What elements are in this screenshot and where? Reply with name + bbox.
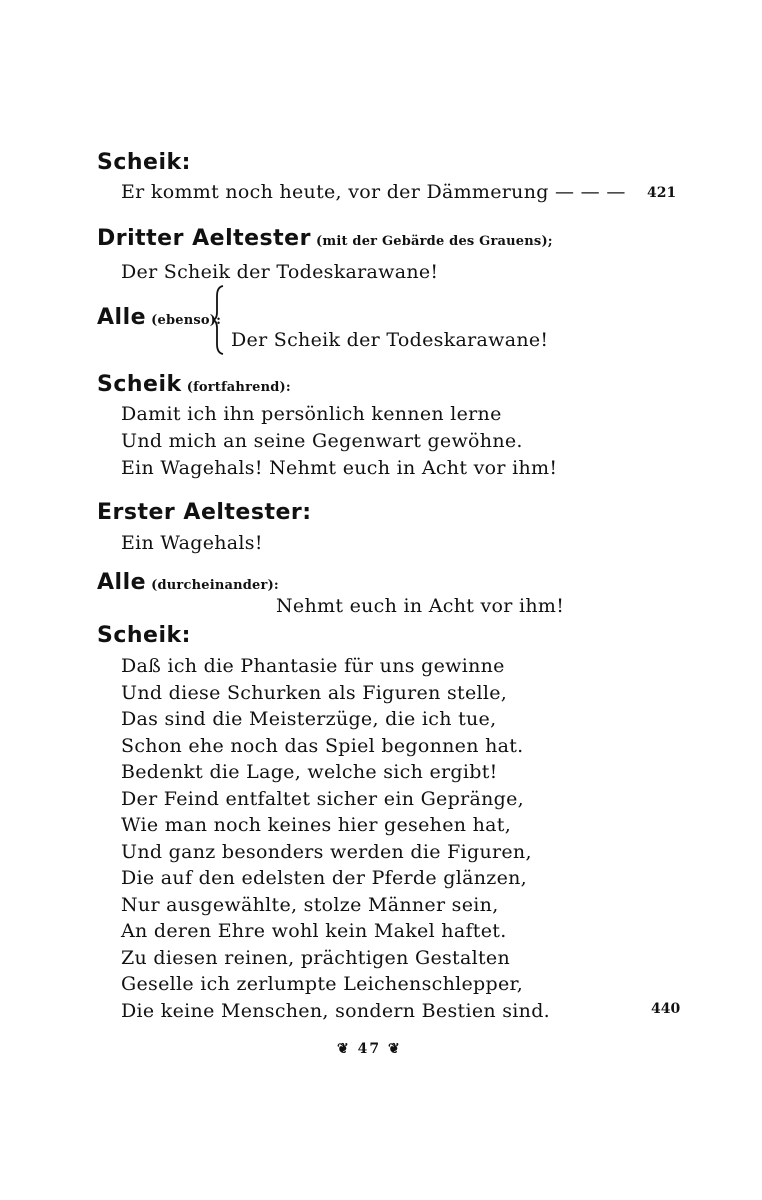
verse-line: Geselle ich zerlumpte Leichenschlepper,: [121, 973, 524, 995]
verse-block-scheik: [121, 653, 550, 1024]
verse-line-todeskarawane-1: Der Scheik der Todeskarawane!: [121, 261, 439, 283]
stage-direction-ebenso: (ebenso):: [151, 313, 222, 328]
verse-line: Die keine Menschen, sondern Bestien sind.: [121, 999, 551, 1022]
verse-line: Und mich an seine Gegenwart gewöhne.: [121, 430, 523, 452]
page-number: [337, 1041, 402, 1057]
verse-line: Die auf den edelsten der Pferde glänzen,: [121, 867, 527, 889]
speaker-heading-dritter-aeltester: [97, 226, 553, 251]
verse-line: Wie man noch keines hier gesehen hat,: [121, 814, 512, 836]
line-number-440: 440: [651, 1001, 681, 1017]
verse-line: Ein Wagehals! Nehmt euch in Acht vor ihm!: [121, 457, 558, 479]
verse-line: Schon ehe noch das Spiel begonnen hat.: [121, 734, 524, 757]
verse-line: Das sind die Meisterzüge, die ich tue,: [121, 708, 497, 730]
verse-line-nehmt-euch: Nehmt euch in Acht vor ihm!: [276, 595, 565, 617]
verse-line: Der Feind entfaltet sicher ein Gepränge,: [121, 787, 524, 810]
stage-direction-durcheinander: (durcheinander):: [151, 578, 279, 593]
speaker-scheik-3: Scheik:: [97, 623, 191, 648]
stage-direction-fortfahrend: (fortfahrend):: [186, 380, 291, 395]
speaker-alle-1: Alle: [97, 305, 147, 330]
speaker-scheik-2: Scheik: [97, 372, 182, 397]
speaker-heading-alle-2: [97, 570, 279, 595]
brace-bracket: [212, 284, 226, 356]
verse-line: Und ganz besonders werden die Figuren,: [121, 840, 532, 863]
line-number-421: 421: [647, 185, 677, 201]
speaker-alle-2: Alle: [97, 570, 147, 595]
verse-line: Daß ich die Phantasie für uns gewinne: [121, 655, 505, 677]
stage-direction-grauen: (mit der Gebärde des Grauens);: [316, 234, 553, 249]
verse-line: Damit ich ihn persönlich kennen lerne: [121, 403, 502, 425]
speaker-heading-alle-1: [97, 305, 221, 330]
verse-line: Und diese Schurken als Figuren stelle,: [121, 681, 508, 704]
verse-line-todeskarawane-2: Der Scheik der Todeskarawane!: [231, 329, 549, 351]
verse-line: Nur ausgewählte, stolze Männer sein,: [121, 893, 499, 916]
verse-line: Bedenkt die Lage, welche sich ergibt!: [121, 761, 498, 783]
speaker-erster-aeltester: Erster Aeltester:: [97, 500, 312, 525]
speaker-dritter-aeltester: Dritter Aeltester: [97, 226, 311, 251]
verse-line-wagehals: Ein Wagehals!: [121, 532, 263, 554]
verse-line-scheik-1: Er kommt noch heute, vor der Dämmerung — — —: [121, 181, 626, 203]
speaker-heading-scheik-2: [97, 372, 291, 397]
verse-line: An deren Ehre wohl kein Makel haftet.: [121, 920, 507, 942]
ornament-icon: ❦: [387, 1041, 402, 1057]
ornament-icon: ❦: [337, 1041, 351, 1057]
speaker-scheik-1: Scheik:: [97, 150, 191, 175]
verse-line: Zu diesen reinen, prächtigen Gestalten: [121, 946, 511, 969]
page-number-value: 47: [357, 1041, 382, 1057]
